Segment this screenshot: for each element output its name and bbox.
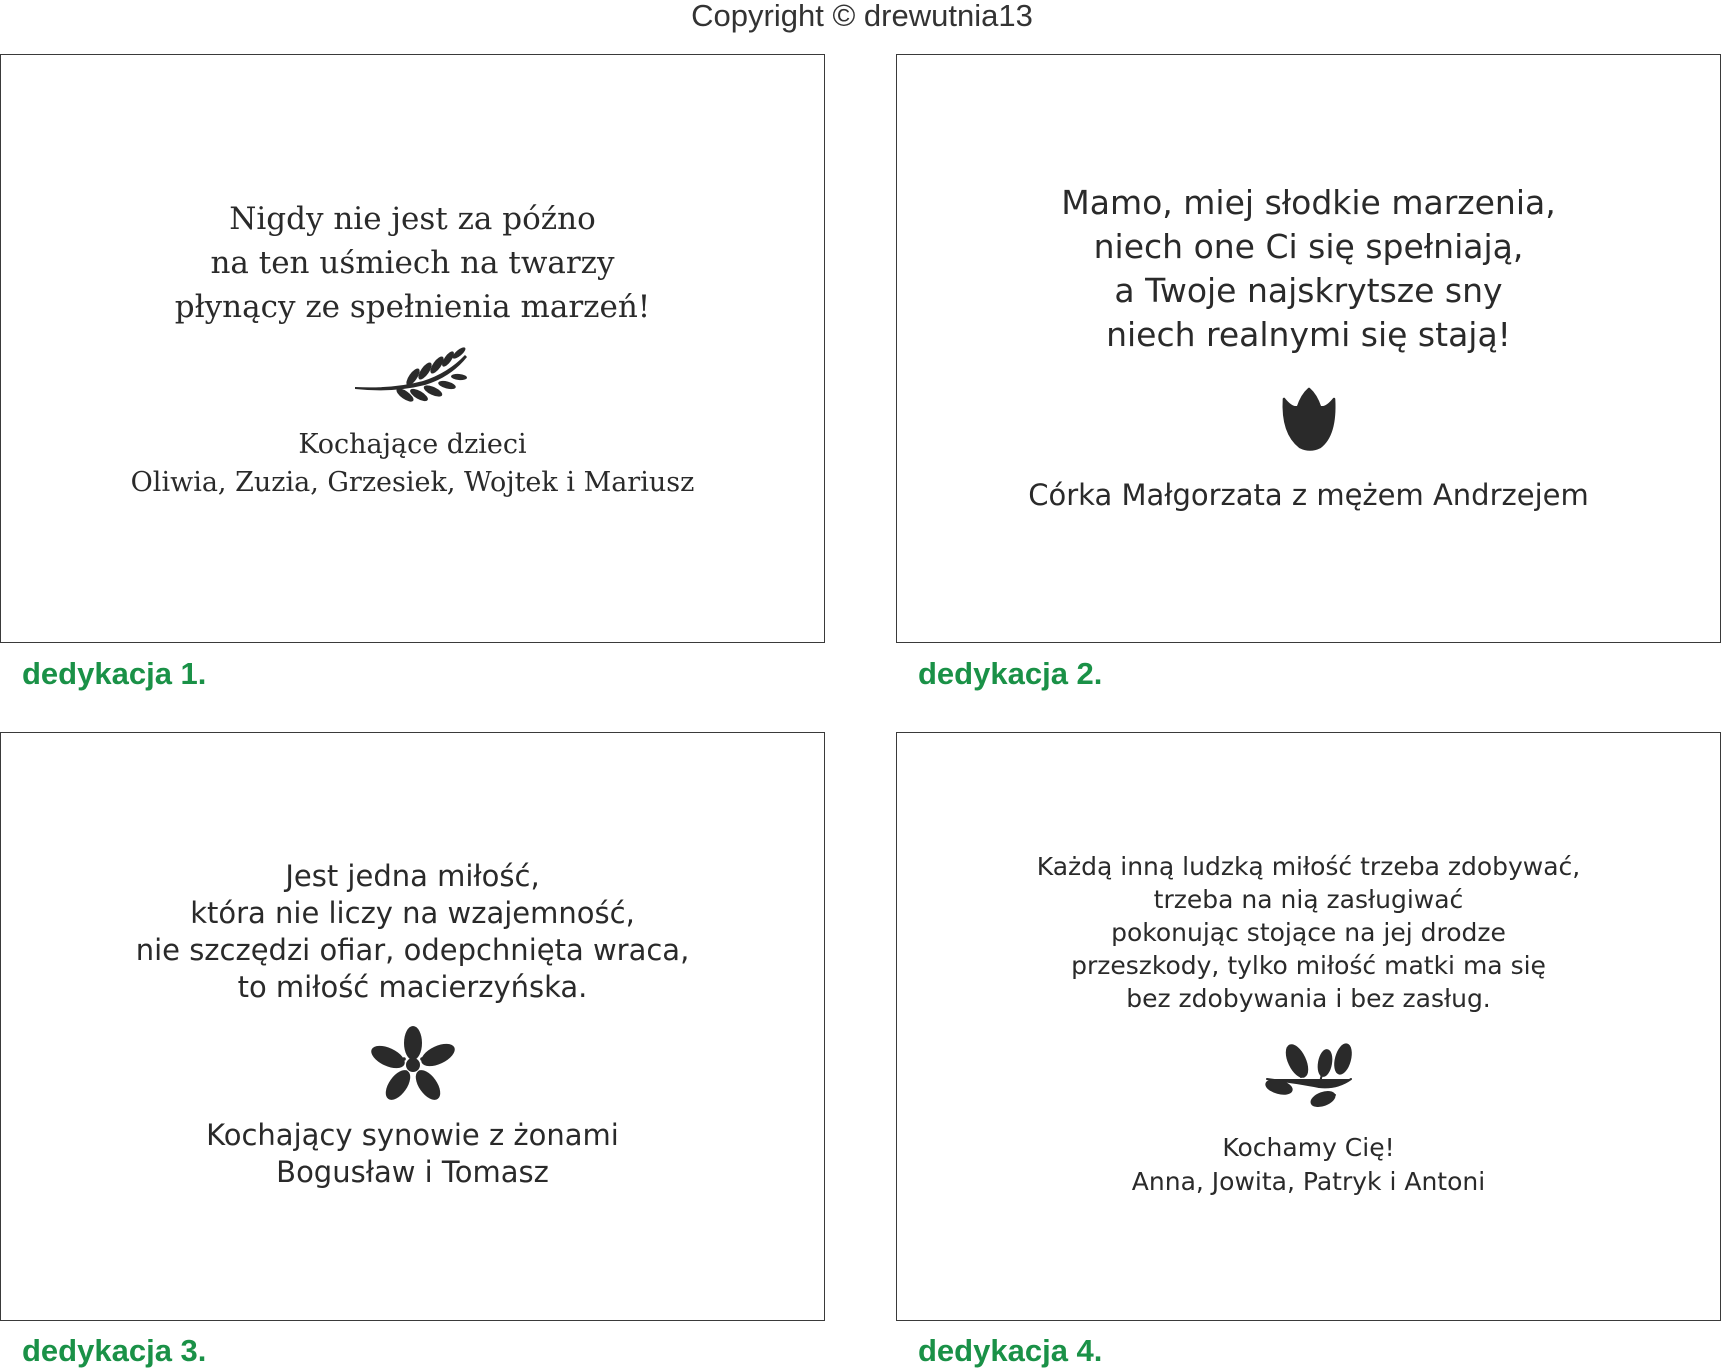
- verse-line: niech realnymi się stają!: [1106, 315, 1511, 354]
- caption-dedication-4: dedykacja 4.: [918, 1333, 1103, 1368]
- verse-line: przeszkody, tylko miłość matki ma się: [1071, 951, 1546, 980]
- verse-line: płynący ze spełnienia marzeń!: [174, 289, 651, 325]
- ornament-wrap: [1, 345, 824, 415]
- verse-line: nie szczędzi ofiar, odepchnięta wraca,: [135, 933, 690, 967]
- verse-block: [897, 850, 1720, 1015]
- verse-line: Nigdy nie jest za późno: [229, 201, 596, 237]
- verse-line: która nie liczy na wzajemność,: [190, 896, 635, 930]
- verse-line: Mamo, miej słodkie marzenia,: [1061, 183, 1556, 222]
- dedication-card-1: [0, 54, 825, 643]
- dedication-card-3: [0, 732, 825, 1321]
- verse-line: pokonując stojące na jej drodze: [1111, 918, 1506, 947]
- leaf-branch-icon: [353, 345, 473, 415]
- verse-block: [1, 858, 824, 1006]
- verse-block: [1, 197, 824, 329]
- ornament-wrap: [897, 385, 1720, 455]
- caption-dedication-2: dedykacja 2.: [918, 656, 1103, 691]
- signature-line: Kochający synowie z żonami: [206, 1118, 619, 1152]
- signature-line: Oliwia, Zuzia, Grzesiek, Wojtek i Mariusz: [130, 467, 695, 498]
- signature-block: [1, 426, 824, 502]
- caption-dedication-3: dedykacja 3.: [22, 1333, 207, 1368]
- signature-line: Kochamy Cię!: [1222, 1133, 1395, 1162]
- signature-block: [897, 1131, 1720, 1199]
- signature-line: Anna, Jowita, Patryk i Antoni: [1131, 1167, 1486, 1196]
- verse-line: niech one Ci się spełniają,: [1093, 227, 1524, 266]
- signature-line: Córka Małgorzata z mężem Andrzejem: [1028, 478, 1589, 512]
- dedication-card-4: [896, 732, 1721, 1321]
- signature-line: Kochające dzieci: [298, 429, 527, 460]
- verse-line: bez zdobywania i bez zasług.: [1126, 984, 1491, 1013]
- verse-line: to miłość macierzyńska.: [237, 970, 588, 1004]
- dedication-card-2: [896, 54, 1721, 643]
- caption-dedication-1: dedykacja 1.: [22, 656, 207, 691]
- copyright-notice: Copyright © drewutnia13: [691, 0, 1033, 33]
- verse-line: trzeba na nią zasługiwać: [1153, 885, 1464, 914]
- verse-line: na ten uśmiech na twarzy: [210, 245, 615, 281]
- ornament-wrap: [1, 1025, 824, 1105]
- tulip-icon: [1274, 385, 1344, 455]
- ornament-wrap: [897, 1037, 1720, 1117]
- verse-block: [897, 181, 1720, 357]
- signature-line: Bogusław i Tomasz: [276, 1155, 549, 1189]
- verse-line: Każdą inną ludzką miłość trzeba zdobywać,: [1036, 852, 1581, 881]
- verse-line: Jest jedna miłość,: [285, 859, 540, 893]
- flower-icon: [368, 1025, 458, 1105]
- sprig-icon: [1259, 1037, 1359, 1117]
- signature-block: [897, 475, 1720, 515]
- verse-line: a Twoje najskrytsze sny: [1114, 271, 1503, 310]
- signature-block: [1, 1117, 824, 1191]
